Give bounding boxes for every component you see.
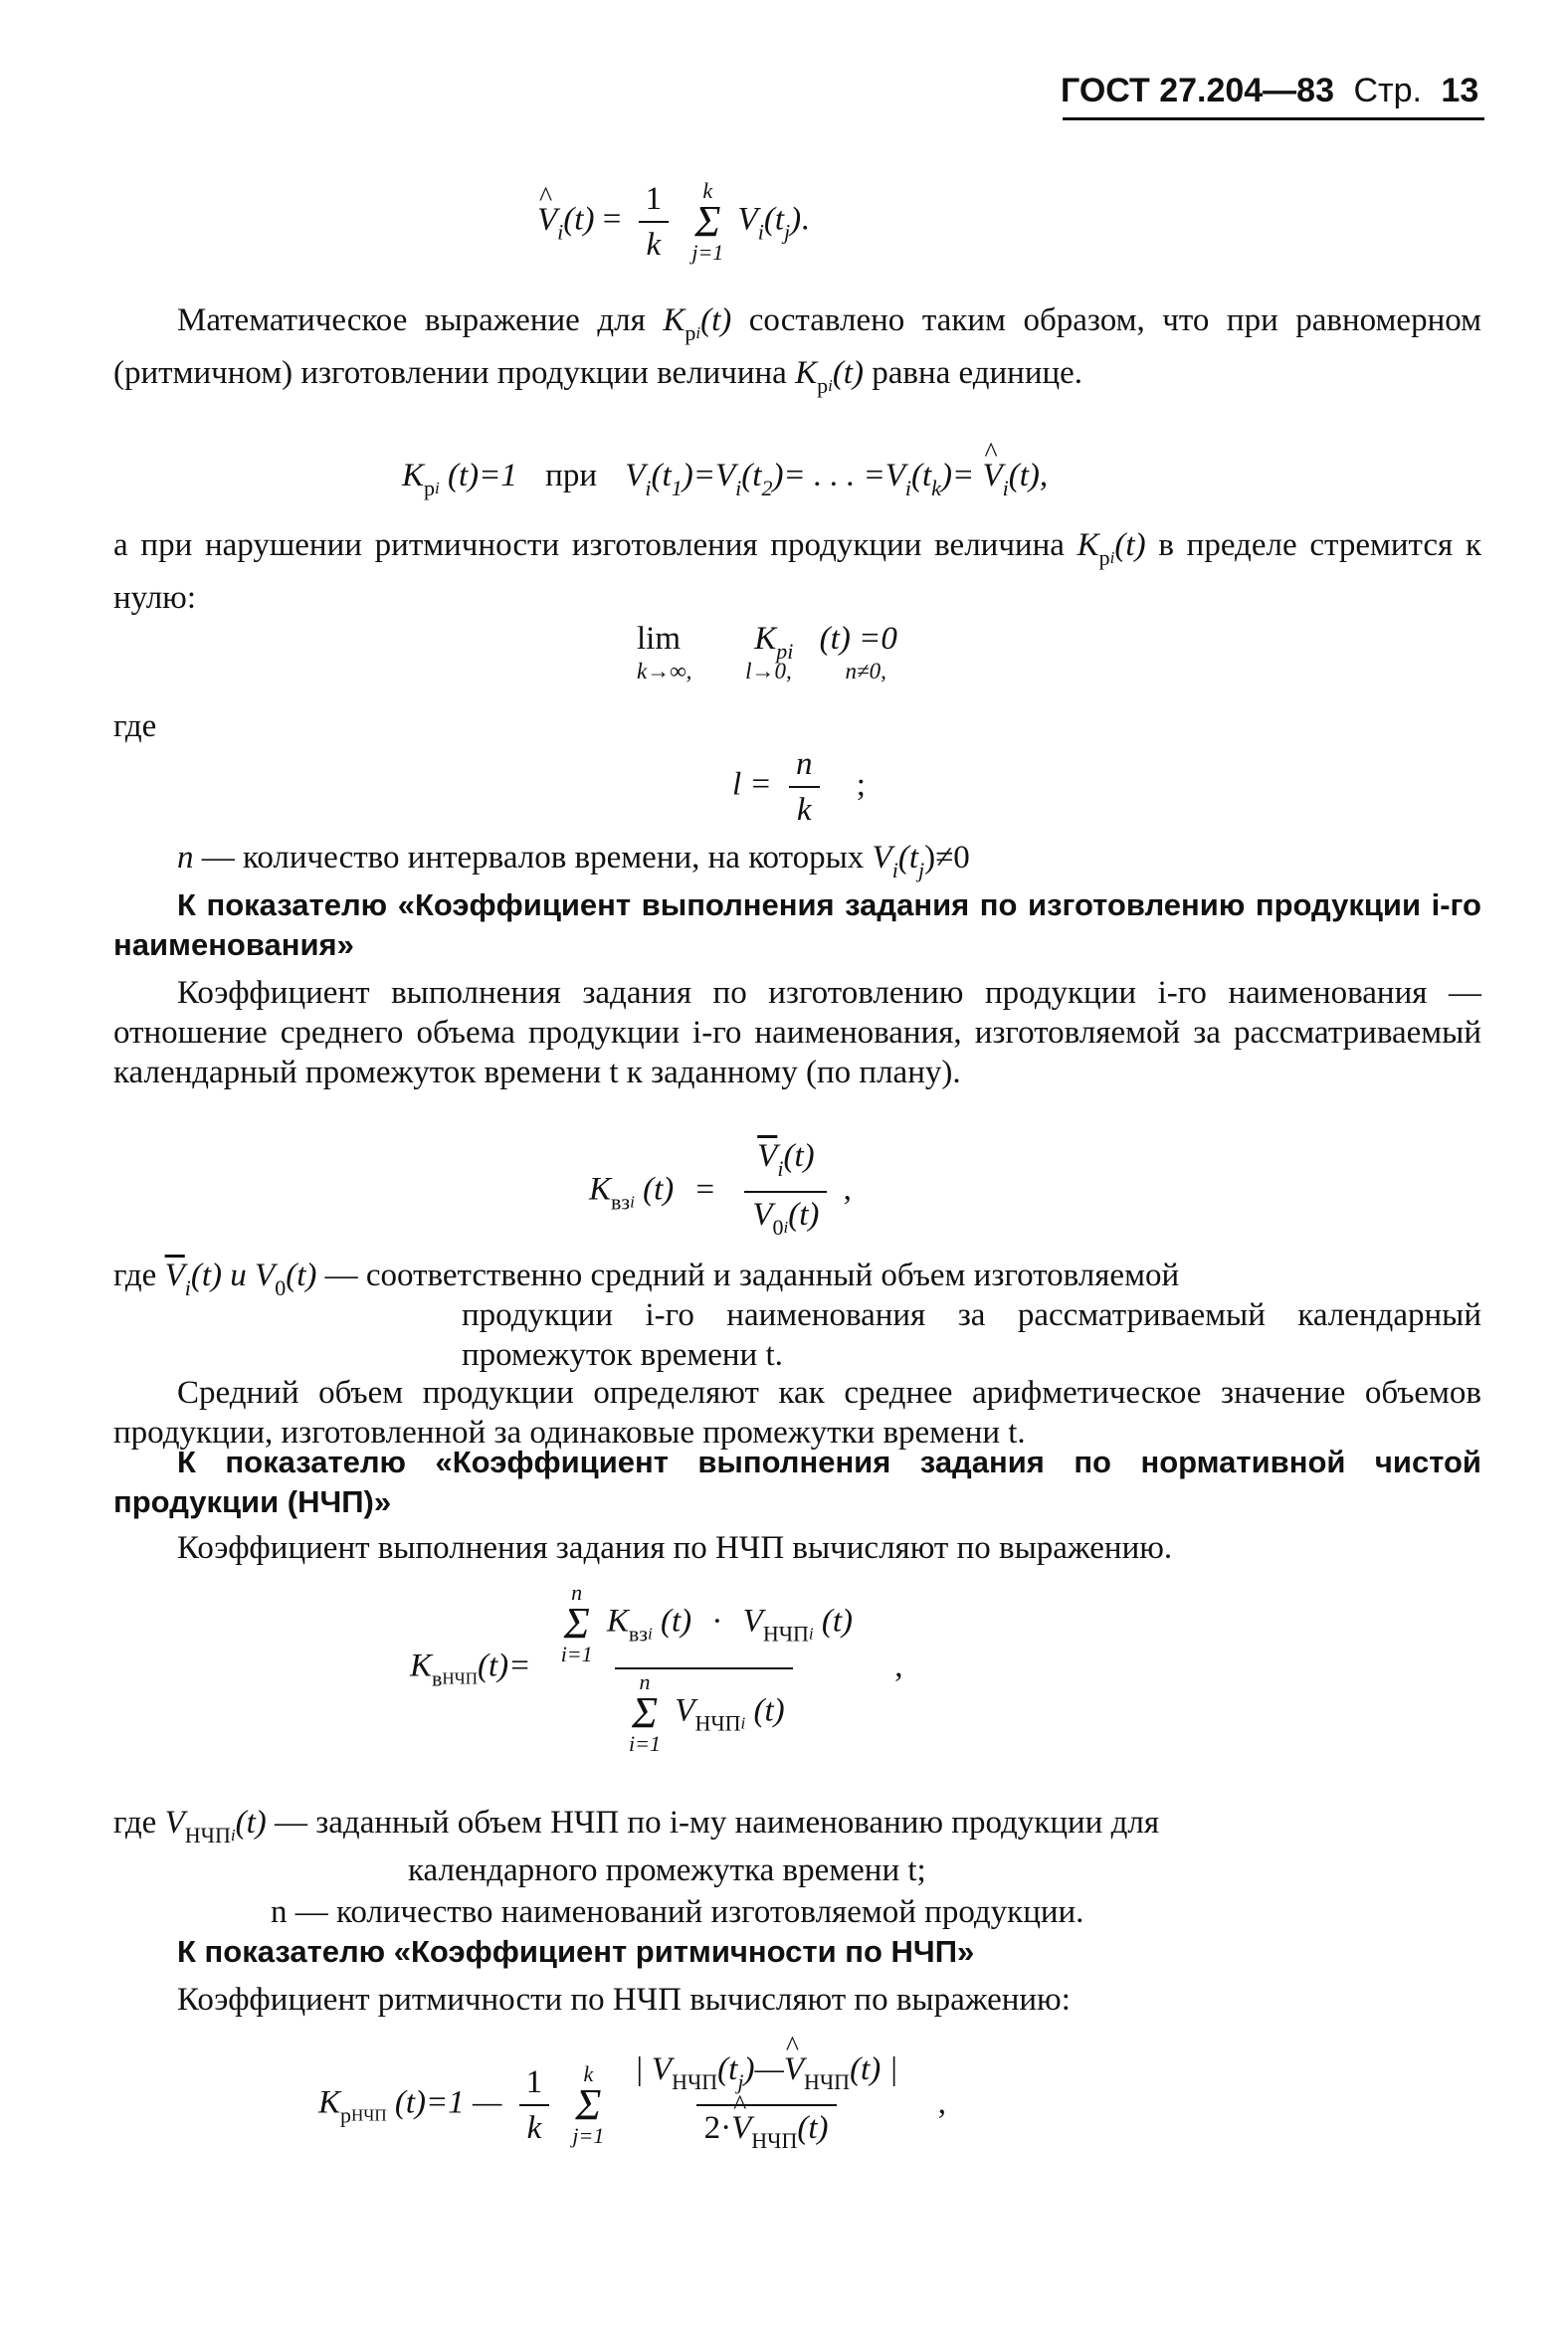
heading-rhythm-nchp: К показателю «Коэффициент ритмичности по НЧП» xyxy=(177,1934,975,1969)
heading-nchp-coefficient: К показателю «Коэффициент выполнения задания по нормативной чистой продукции (НЧП)» xyxy=(113,1445,1481,1519)
standard-number: ГОСТ 27.204—83 xyxy=(1061,72,1335,109)
where-nchp-line1: где $V_{НЧПi}(t)$ — заданный объем НЧП по i-му наименованию продукции для xyxy=(113,1805,1160,1848)
page-header xyxy=(1061,72,1478,110)
paragraph-rhythm-calculation: Коэффициент ритмичности по НЧП вычисляют по выражению: xyxy=(177,1982,1071,2018)
page-label: Стр. xyxy=(1353,72,1422,109)
paragraph-math-expression: Математическое выражение для $K_{pi}(t)$ составлено таким образом, что при равномерном (ритмичном) изготовлении продукции величина $K_{pi}(t)$ равна единице. xyxy=(113,302,1481,398)
where-label: где xyxy=(113,708,157,744)
paragraph-violation: а при нарушении ритмичности изготовления продукции величина $K_{pi}(t)$ в пределе стремится к нулю: xyxy=(113,527,1481,616)
formula-kv-nchp: $K_{вНЧП}(t)=$ n Σ i=1 $K_{взi}$ $(t) \cdot V_{НЧПi}$ (t) n Σ i=1 $V_{НЧПi}$ (t) , xyxy=(410,1580,903,1756)
paragraph-nchp-calculation: Коэффициент выполнения задания по НЧП вычисляют по выражению. xyxy=(177,1530,1173,1566)
where-kvz-line2: продукции i-го наименования за рассматриваемый календарный промежуток времени t. xyxy=(462,1297,1481,1373)
where-kvz-line1: где $\overline{V}_i(t)$ и $V_0(t)$ — соответственно средний и заданный объем изготовляемой xyxy=(113,1258,1180,1300)
n-definition: n — количество интервалов времени, на которых $V_i(t_j)\ne 0$ xyxy=(177,840,970,882)
formula-mean-volume: ^ $V_i(t)$ = $\frac{1}{k}$ k Σ j=1 $V_i(t_j)$. xyxy=(537,179,809,265)
formula-l: l = $\frac{n}{k}$ ; xyxy=(732,746,866,828)
page-number: 13 xyxy=(1441,72,1479,109)
formula-kvz: $K_{взi}$ (t) = $\frac{\overline{V}_i(t)}{V_{0i}(t)}$ , xyxy=(589,1136,852,1248)
formula-limit-conditions: k→∞, l→0, n≠0, xyxy=(637,659,886,683)
formula-kp-equals-one: $K_{pi}$ (t)=1 при $V_i(t_1)=V_i(t_2)=$ . . . $=V_i(t_k)=$ ^ $V_i(t)$, xyxy=(402,456,1048,508)
formula-kr-nchp: $K_{рНЧП}$ (t)=1 — $\frac{1}{k}$ k Σ j=1 $\frac{| V_{НЧП}(t_j)—\^{} V_{НЧП}(t) |}{2\cdot\^{} V_{НЧП}(t)}$ , xyxy=(318,2049,946,2161)
formula-limit: $\lim K_{pi}$ (t) =0 xyxy=(637,621,897,664)
where-nchp-line2: календарного промежутка времени t; xyxy=(408,1852,926,1888)
paragraph-average-volume: Средний объем продукции определяют как среднее арифметическое значение объемов продукции, изготовленной за одинаковые промежутки времени t. xyxy=(113,1375,1481,1451)
heading-task-completion-coefficient: К показателю «Коэффициент выполнения задания по изготовлению продукции i-го наименования» xyxy=(113,887,1481,962)
paragraph-task-completion-definition: Коэффициент выполнения задания по изготовлению продукции i-го наименования — отношение среднего объема продукции i-го наименования, изготовляемой за рассматриваемый календарный промежуток времени t к заданному (по плану). xyxy=(113,975,1481,1090)
where-nchp-line3: n — количество наименований изготовляемой продукции. xyxy=(271,1894,1084,1930)
header-rule xyxy=(1063,117,1484,120)
